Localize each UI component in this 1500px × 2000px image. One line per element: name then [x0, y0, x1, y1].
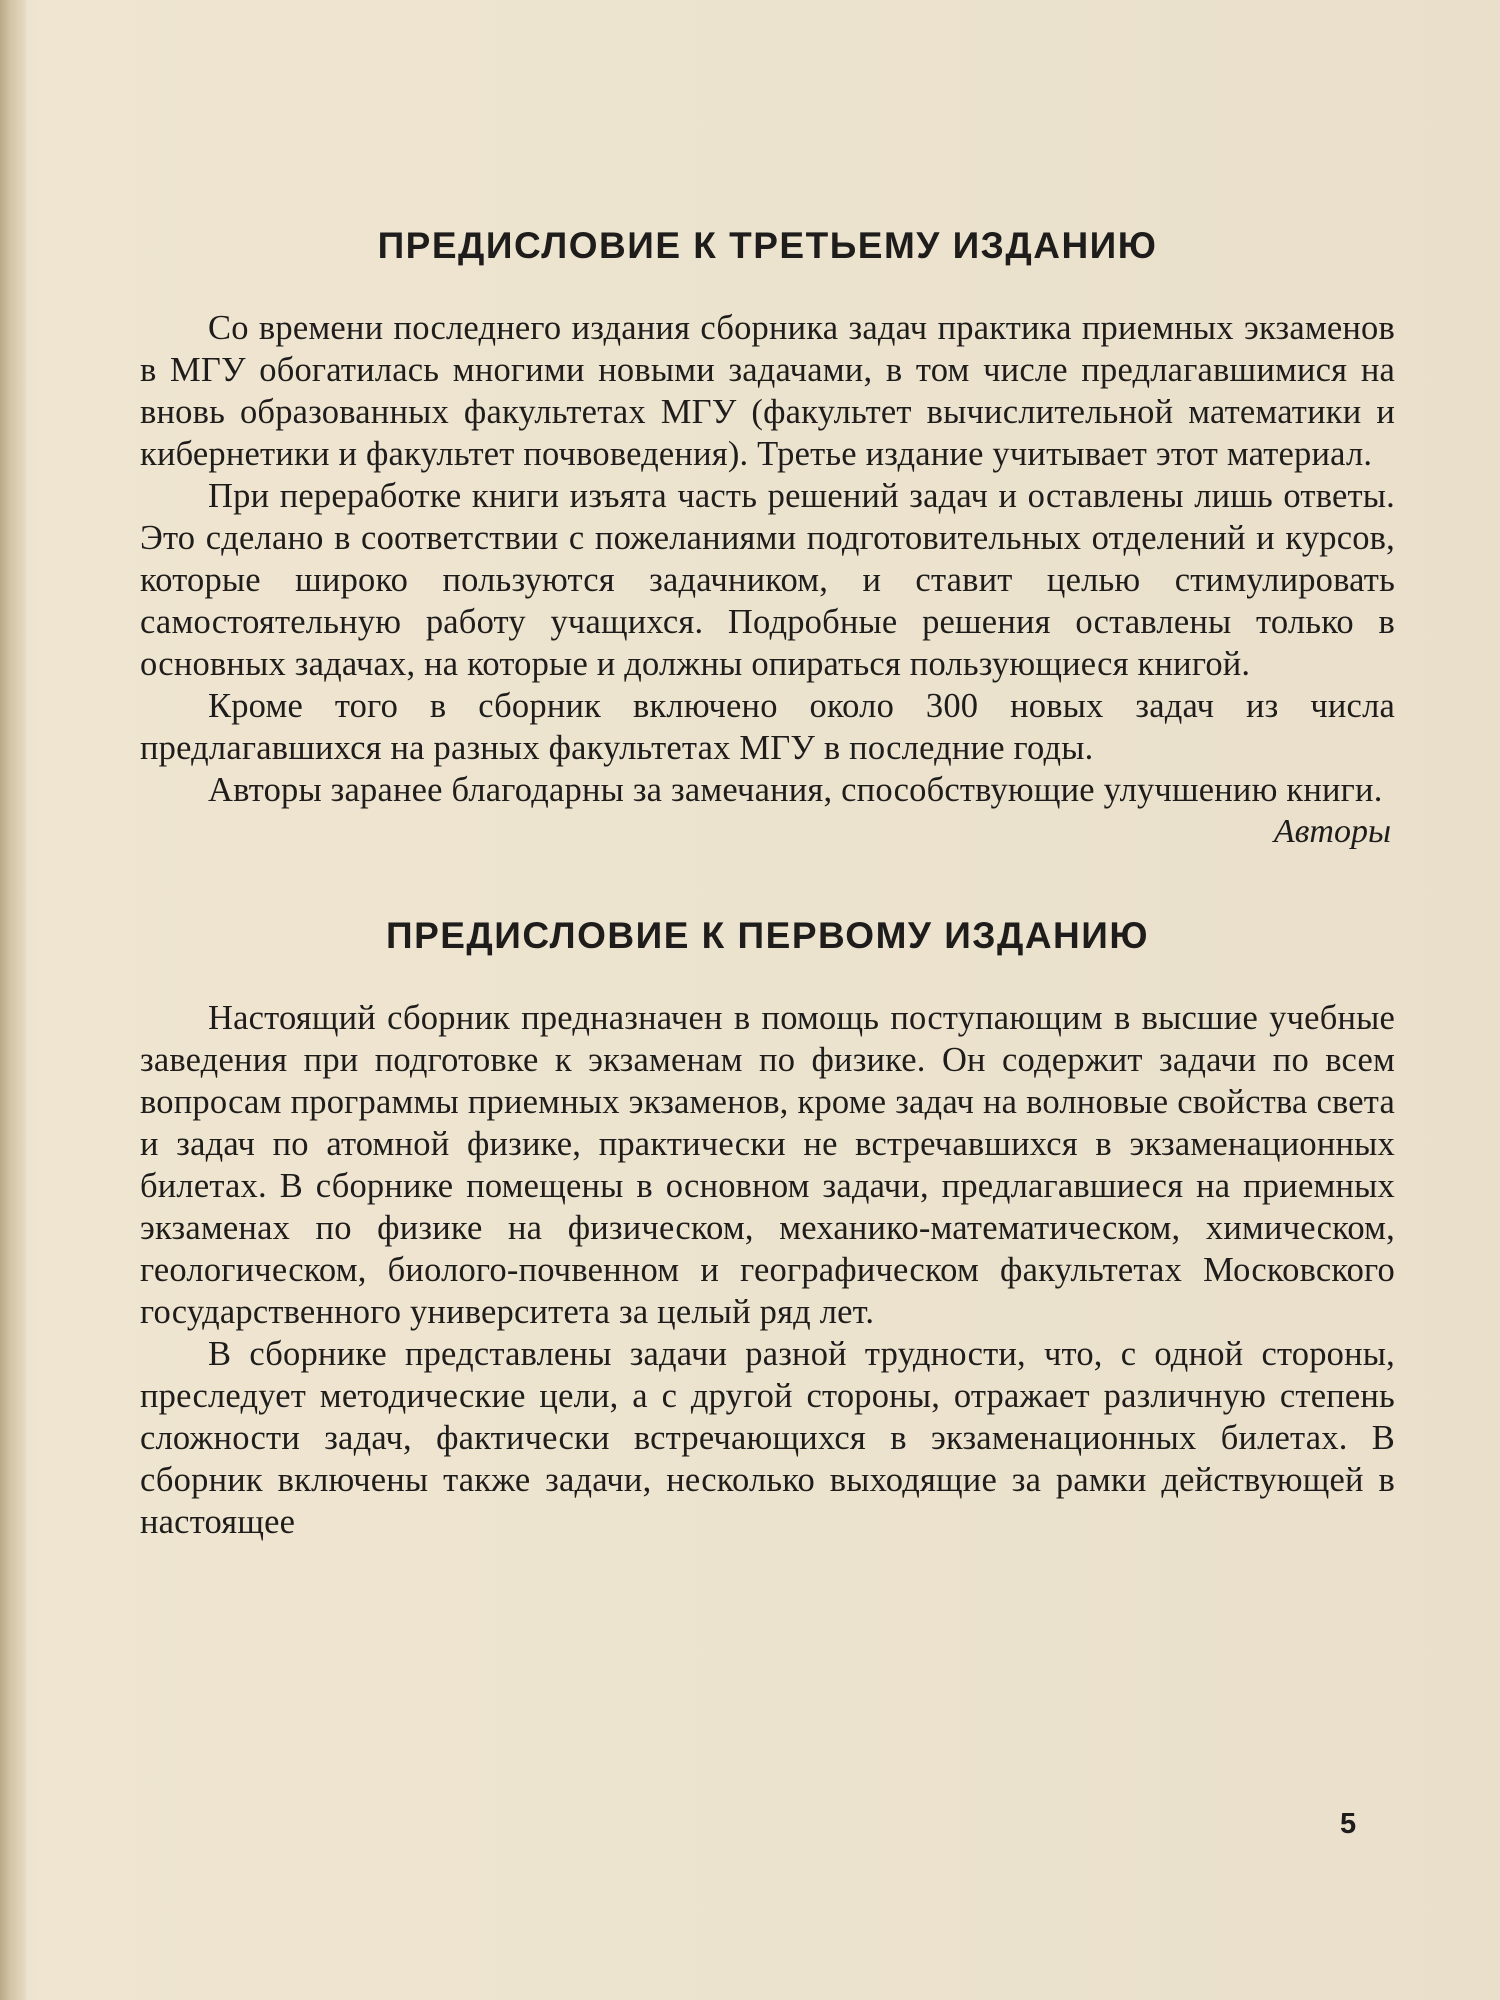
- preface-third-paragraph: Кроме того в сборник включено около 300 новых задач из числа предлагавшихся на разных факультетах МГУ в последние годы.: [140, 687, 1395, 767]
- preface-third-paragraph: Со времени последнего издания сборника задач практика приемных экзаменов в МГУ обогатилась многими новыми задачами, в том числе предлагавшимися на вновь образованных факультетах МГУ (факультет вычислительной математики и кибернетики и факультет почвоведения). Третье издание учитывает этот материал.: [140, 309, 1395, 473]
- preface-first-title: ПРЕДИСЛОВИЕ К ПЕРВОМУ ИЗДАНИЮ: [385, 915, 1150, 956]
- page-number: 5: [1340, 1808, 1357, 1840]
- preface-third-paragraph: При переработке книги изъята часть решений задач и оставлены лишь ответы. Это сделано в соответствии с пожеланиями подготовительных отделений и курсов, которые широко пользуются задачником, и ставит целью стимулировать самостоятельную работу учащихся. Подробные решения оставлены только в основных задачах, на которые и должны опираться пользующиеся книгой.: [140, 477, 1395, 683]
- page-text-block: [140, 225, 1395, 1543]
- preface-first-paragraph: В сборнике представлены задачи разной трудности, что, с одной стороны, преследует методические цели, а с другой стороны, отражает различную степень сложности задач, фактически встречающихся в экзаменационных билетах. В сборник включены также задачи, несколько выходящие за рамки действующей в настоящее: [140, 1335, 1395, 1541]
- preface-third-signature: Авторы: [1273, 813, 1391, 850]
- preface-first-paragraph: Настоящий сборник предназначен в помощь поступающим в высшие учебные заведения при подготовке к экзаменам по физике. Он содержит задачи по всем вопросам программы приемных экзаменов, кроме задач на волновые свойства света и задач по атомной физике, практически не встречавшихся в экзаменационных билетах. В сборнике помещены в основном задачи, предлагавшиеся на приемных экзаменах по физике на физическом, механико-математическом, химическом, геологическом, биолого-почвенном и географическом факультетах Московского государственного университета за целый ряд лет.: [140, 999, 1395, 1331]
- preface-third-title: ПРЕДИСЛОВИЕ К ТРЕТЬЕМУ ИЗДАНИЮ: [377, 225, 1158, 266]
- preface-third-paragraph: Авторы заранее благодарны за замечания, способствующие улучшению книги.: [208, 771, 1383, 809]
- page-gutter: [0, 0, 26, 2000]
